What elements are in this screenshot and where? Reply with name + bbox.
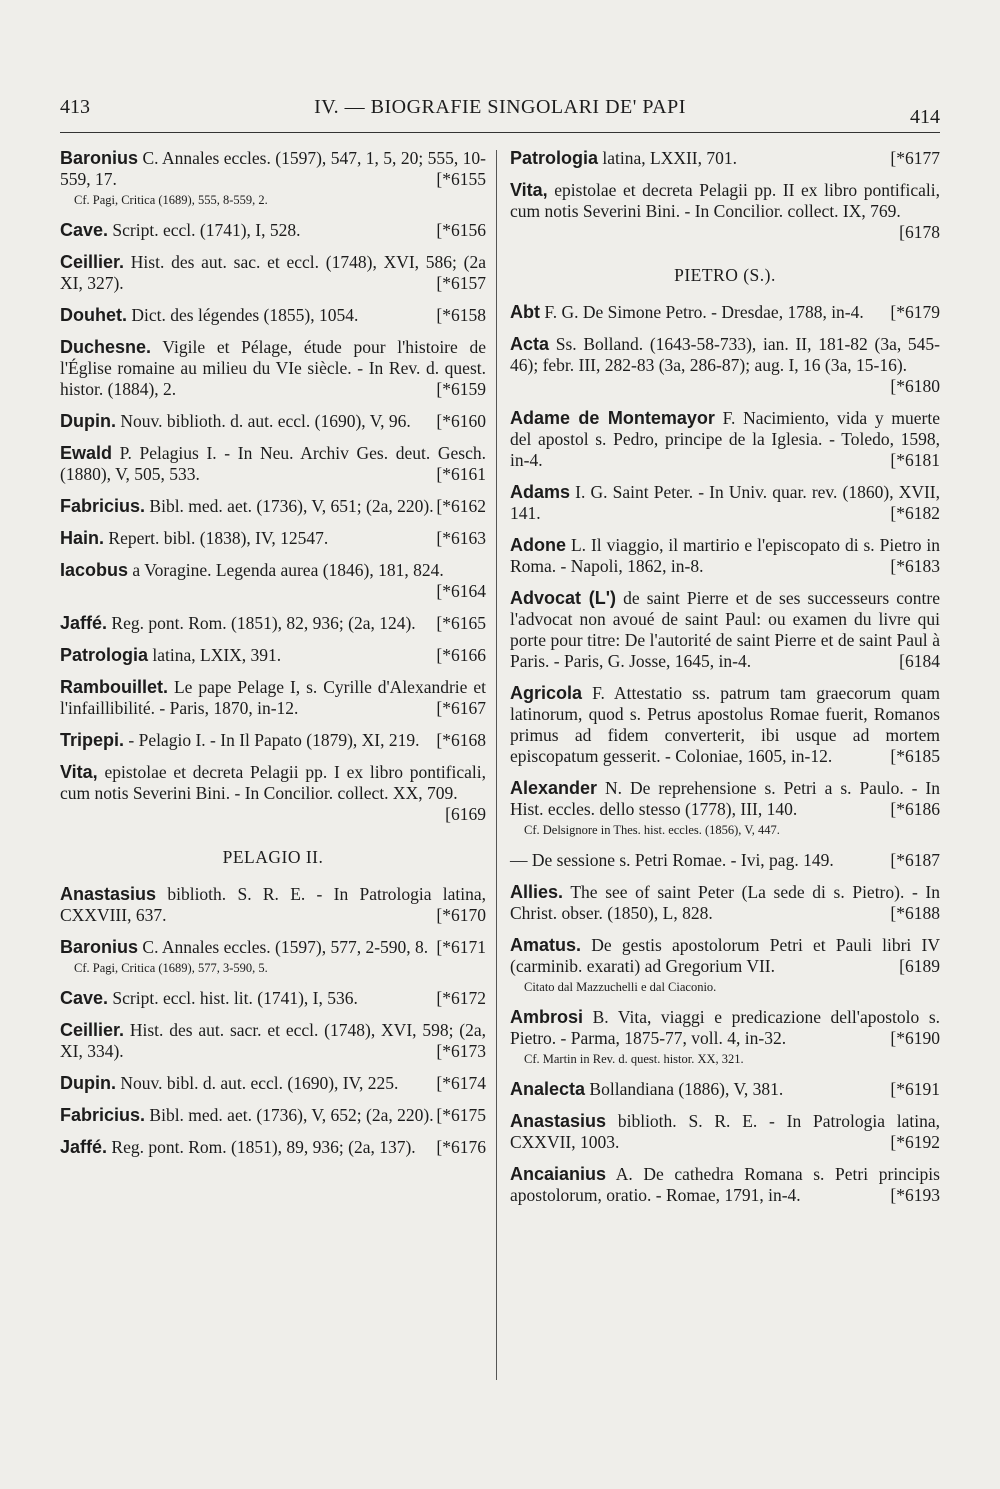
entry-ref: [*6155: [436, 169, 486, 189]
bibliography-entry: [60, 1105, 486, 1126]
entry-ref: [*6176: [436, 1137, 486, 1157]
entry-ref: [*6166: [436, 645, 486, 665]
entry-author: Baronius: [60, 937, 139, 957]
entry-text: L. Il viaggio, il martirio e l'episcopato di s. Pietro in Roma. - Napoli, 1862, in-8.: [510, 535, 941, 576]
entry-ref: [*6172: [436, 988, 486, 1008]
entry-ref: [*6183: [890, 556, 940, 576]
entry-author: Ceillier.: [60, 1020, 125, 1040]
entry-text: - Pelagio I. - In Il Papato (1879), XI, 219.: [128, 730, 420, 750]
bibliography-entry: [510, 408, 940, 471]
entry-ref: [*6170: [436, 905, 486, 925]
entry-author: Adams: [510, 482, 571, 502]
bibliography-entry: [60, 677, 486, 719]
entry-author: Allies.: [510, 882, 564, 902]
entry-author: Fabricius.: [60, 496, 146, 516]
entry-ref: [*6193: [890, 1185, 940, 1205]
entry-text: De gestis apostolorum Petri et Pauli libri IV (carminib. exarati) ad Gregorium VII.: [510, 935, 941, 976]
entry-note: Citato dal Mazzuchelli e dal Ciaconio.: [524, 980, 717, 994]
entry-author: Jaffé.: [60, 613, 108, 633]
entry-list-pelagio-ii-cont: [510, 148, 940, 243]
entry-ref: [*6161: [436, 464, 486, 484]
entry-text: epistolae et decreta Pelagii pp. I ex libro pontificali, cum notis Severini Bini. - In Concilior. collect. XX, 709.: [60, 762, 487, 803]
entry-author: Vita,: [510, 180, 548, 200]
bibliography-entry: [510, 1007, 940, 1068]
entry-text: A. De cathedra Romana s. Petri principis apostolorum, oratio. - Romae, 1791, in-4.: [510, 1164, 940, 1205]
entry-text: biblioth. S. R. E. - In Patrologia latina, CXXVIII, 637.: [60, 884, 486, 925]
right-column: [510, 148, 940, 1217]
entry-ref: [6178: [899, 222, 940, 242]
entry-ref: [*6181: [890, 450, 940, 470]
bibliography-entry: [60, 411, 486, 432]
bibliography-entry: [60, 560, 486, 602]
entry-author: Iacobus: [60, 560, 129, 580]
entry-author: Dupin.: [60, 411, 116, 431]
running-title: IV. — BIOGRAFIE SINGOLARI DE' PAPI: [314, 96, 686, 118]
page-number-left: 413: [60, 96, 90, 118]
entry-author: Ancaianius: [510, 1164, 607, 1184]
entry-ref: [*6168: [436, 730, 486, 750]
entry-text: Le pape Pelage I, s. Cyrille d'Alexandrie et l'infaillibilité. - Paris, 1870, in-12.: [60, 677, 487, 718]
entry-author: Baronius: [60, 148, 139, 168]
entry-author: Abt: [510, 302, 540, 322]
entry-author: Adone: [510, 535, 566, 555]
entry-text: biblioth. S. R. E. - In Patrologia latina, CXXVII, 1003.: [510, 1111, 940, 1152]
bibliography-entry: [60, 148, 486, 209]
entry-ref: [*6175: [436, 1105, 486, 1125]
bibliography-entry: [510, 1079, 940, 1100]
entry-author: Fabricius.: [60, 1105, 146, 1125]
entry-author: Hain.: [60, 528, 105, 548]
entry-ref: [*6192: [890, 1132, 940, 1152]
continuation-entry: [510, 850, 940, 871]
entry-text: F. Attestatio ss. patrum tam graecorum quam latinorum, quod s. Petrus apostolus Romae fuerit, Romanos primus ad fidem converterit, ibi usque ad mortem episcopatum gesserit. - Coloniae, 1605, in-12.: [510, 683, 941, 766]
entry-text: Reg. pont. Rom. (1851), 89, 936; (2a, 137).: [111, 1137, 416, 1157]
bibliography-entry: [510, 778, 940, 839]
bibliography-entry: [60, 613, 486, 634]
bibliography-entry: [60, 220, 486, 241]
entry-ref: [6184: [899, 651, 940, 671]
section-heading-pelagio-ii: PELAGIO II.: [222, 847, 324, 867]
section-heading-pietro: PIETRO (S.).: [674, 265, 776, 285]
entry-ref: [*6160: [436, 411, 486, 431]
entry-ref: [*6191: [890, 1079, 940, 1099]
entry-text: Ss. Bolland. (1643-58-733), ian. II, 181-82 (3a, 545-46); febr. III, 282-83 (3a, 286-87); aug. I, 16 (3a, 15-16).: [510, 334, 940, 375]
entry-author: Duchesne.: [60, 337, 152, 357]
bibliography-entry: [60, 337, 486, 400]
entry-ref: [*6158: [436, 305, 486, 325]
entry-text: Bibl. med. aet. (1736), V, 652; (2a, 220).: [149, 1105, 434, 1125]
entry-text: Repert. bibl. (1838), IV, 12547.: [108, 528, 329, 548]
entry-text: P. Pelagius I. - In Neu. Archiv Ges. deut. Gesch. (1880), V, 505, 533.: [60, 443, 486, 484]
entry-ref: [*6177: [890, 148, 940, 168]
entry-author: Patrologia: [60, 645, 149, 665]
bibliography-entry: [60, 937, 486, 977]
entry-text: C. Annales eccles. (1597), 577, 2-590, 8.: [142, 937, 429, 957]
entry-author: Cave.: [60, 988, 109, 1008]
entry-text: latina, LXXII, 701.: [602, 148, 738, 168]
bibliography-entry: [60, 988, 486, 1009]
entry-ref: [*6187: [890, 850, 940, 870]
bibliography-entry: [60, 528, 486, 549]
entry-author: Adame de Montemayor: [510, 408, 715, 428]
bibliography-entry: [510, 683, 940, 767]
page-header: [60, 92, 940, 132]
bibliography-entry: [510, 180, 940, 243]
bibliography-entry: [510, 588, 940, 672]
entry-author: Ceillier.: [60, 252, 125, 272]
entry-text: I. G. Saint Peter. - In Univ. quar. rev. (1860), XVII, 141.: [510, 482, 941, 523]
entry-note: Cf. Pagi, Critica (1689), 577, 3-590, 5.: [74, 961, 268, 975]
bibliography-entry: [60, 1020, 486, 1062]
bibliography-entry: [60, 884, 486, 926]
bibliography-entry: [60, 730, 486, 751]
entry-author: Vita,: [60, 762, 98, 782]
entry-author: Anastasius: [510, 1111, 607, 1131]
entry-list-pelagio-i: [60, 148, 486, 825]
entry-author: Acta: [510, 334, 550, 354]
entry-author: Jaffé.: [60, 1137, 108, 1157]
entry-text: Nouv. bibl. d. aut. eccl. (1690), IV, 225.: [120, 1073, 399, 1093]
bibliography-entry: [60, 1073, 486, 1094]
entry-text: Script. eccl. hist. lit. (1741), I, 536.: [112, 988, 358, 1008]
entry-ref: [*6159: [436, 379, 486, 399]
entry-list-pietro-2: [510, 882, 940, 1206]
entry-ref: [*6190: [890, 1028, 940, 1048]
entry-text: Nouv. biblioth. d. aut. eccl. (1690), V, 96.: [120, 411, 411, 431]
entry-text: Dict. des légendes (1855), 1054.: [131, 305, 359, 325]
entry-text: Bollandiana (1886), V, 381.: [589, 1079, 784, 1099]
entry-ref: [*6167: [436, 698, 486, 718]
entry-text: F. Nacimiento, vida y muerte del apostol s. Pedro, principe de la Iglesia. - Toledo, 1598, in-4.: [510, 408, 941, 470]
entry-author: Agricola: [510, 683, 583, 703]
entry-text: epistolae et decreta Pelagii pp. II ex libro pontificali, cum notis Severini Bini. - In Concilior. collect. IX, 769.: [510, 180, 941, 221]
bibliography-entry: [510, 1164, 940, 1206]
entry-text: Script. eccl. (1741), I, 528.: [112, 220, 301, 240]
entry-ref: [*6164: [436, 581, 486, 601]
column-divider: [496, 150, 497, 1380]
bibliography-entry: [60, 496, 486, 517]
continuation-text: — De sessione s. Petri Romae. - Ivi, pag. 149.: [510, 850, 834, 870]
entry-ref: [*6182: [890, 503, 940, 523]
entry-text: Bibl. med. aet. (1736), V, 651; (2a, 220).: [149, 496, 434, 516]
entry-author: Amatus.: [510, 935, 582, 955]
entry-ref: [*6174: [436, 1073, 486, 1093]
bibliography-entry: [510, 882, 940, 924]
entry-text: Reg. pont. Rom. (1851), 82, 936; (2a, 124).: [111, 613, 416, 633]
entry-ref: [6189: [899, 956, 940, 976]
bibliography-entry: [510, 148, 940, 169]
entry-author: Dupin.: [60, 1073, 116, 1093]
entry-author: Douhet.: [60, 305, 127, 325]
bibliography-entry: [510, 935, 940, 996]
entry-ref: [*6156: [436, 220, 486, 240]
entry-author: Advocat (L'): [510, 588, 616, 608]
entry-author: Cave.: [60, 220, 109, 240]
entry-ref: [*6163: [436, 528, 486, 548]
bibliography-entry: [510, 535, 940, 577]
entry-author: Analecta: [510, 1079, 586, 1099]
entry-text: de saint Pierre et de ses successeurs contre l'advocat non avoué de saint Paul: ou examen du livre qui porte pour titre: De l'autorité de saint Pierre et de saint Paul à Paris. - Paris, G. Josse, 1645, in-4.: [510, 588, 940, 671]
page-number-right: 414: [910, 106, 940, 128]
bibliography-entry: [60, 443, 486, 485]
entry-text: Hist. des aut. sacr. et eccl. (1748), XVI, 598; (2a, XI, 334).: [60, 1020, 486, 1061]
entry-author: Rambouillet.: [60, 677, 169, 697]
entry-ref: [*6179: [890, 302, 940, 322]
entry-text: The see of saint Peter (La sede di s. Pietro). - In Christ. obser. (1850), L, 828.: [510, 882, 941, 923]
bibliography-entry: [60, 1137, 486, 1158]
bibliography-entry: [60, 645, 486, 666]
entry-text: C. Annales eccles. (1597), 547, 1, 5, 20; 555, 10-559, 17.: [60, 148, 486, 189]
entry-ref: [*6180: [890, 376, 940, 396]
entry-text: F. G. De Simone Petro. - Dresdae, 1788, in-4.: [544, 302, 864, 322]
entry-author: Patrologia: [510, 148, 599, 168]
header-rule: [60, 132, 940, 133]
entry-author: Ewald: [60, 443, 113, 463]
entry-ref: [*6157: [436, 273, 486, 293]
entry-ref: [*6171: [436, 937, 486, 957]
entry-list-pietro: [510, 302, 940, 839]
bibliography-entry: [510, 482, 940, 524]
bibliography-entry: [510, 302, 940, 323]
entry-ref: [*6188: [890, 903, 940, 923]
entry-note: Cf. Martin in Rev. d. quest. histor. XX, 321.: [524, 1052, 744, 1066]
bibliography-entry: [60, 252, 486, 294]
entry-text: Hist. des aut. sac. et eccl. (1748), XVI, 586; (2a XI, 327).: [60, 252, 487, 293]
entry-note: Cf. Pagi, Critica (1689), 555, 8-559, 2.: [74, 193, 268, 207]
bibliography-entry: [60, 305, 486, 326]
entry-text: N. De reprehensione s. Petri a s. Paulo. - In Hist. eccles. dello stesso (1778), III, 140.: [510, 778, 941, 819]
entry-ref: [*6185: [890, 746, 940, 766]
entry-text: Vigile et Pélage, étude pour l'histoire de l'Église romaine au milieu du VIe siècle. - In Rev. d. quest. histor. (1884), 2.: [60, 337, 486, 399]
entry-ref: [*6173: [436, 1041, 486, 1061]
entry-text: B. Vita, viaggi e predicazione dell'apostolo s. Pietro. - Parma, 1875-77, voll. 4, in-32.: [510, 1007, 940, 1048]
entry-ref: [6169: [445, 804, 486, 824]
entry-note: Cf. Delsignore in Thes. hist. eccles. (1856), V, 447.: [524, 823, 780, 837]
entry-ref: [*6165: [436, 613, 486, 633]
entry-text: a Voragine. Legenda aurea (1846), 181, 824.: [132, 560, 444, 580]
bibliography-entry: [510, 334, 940, 397]
bibliography-entry: [60, 762, 486, 825]
entry-list-pelagio-ii: [60, 884, 486, 1158]
entry-ref: [*6186: [890, 799, 940, 819]
entry-author: Alexander: [510, 778, 598, 798]
entry-author: Anastasius: [60, 884, 157, 904]
entry-text: latina, LXIX, 391.: [152, 645, 282, 665]
entry-ref: [*6162: [436, 496, 486, 516]
bibliography-entry: [510, 1111, 940, 1153]
left-column: [60, 148, 486, 1169]
entry-author: Ambrosi: [510, 1007, 584, 1027]
entry-author: Tripepi.: [60, 730, 125, 750]
